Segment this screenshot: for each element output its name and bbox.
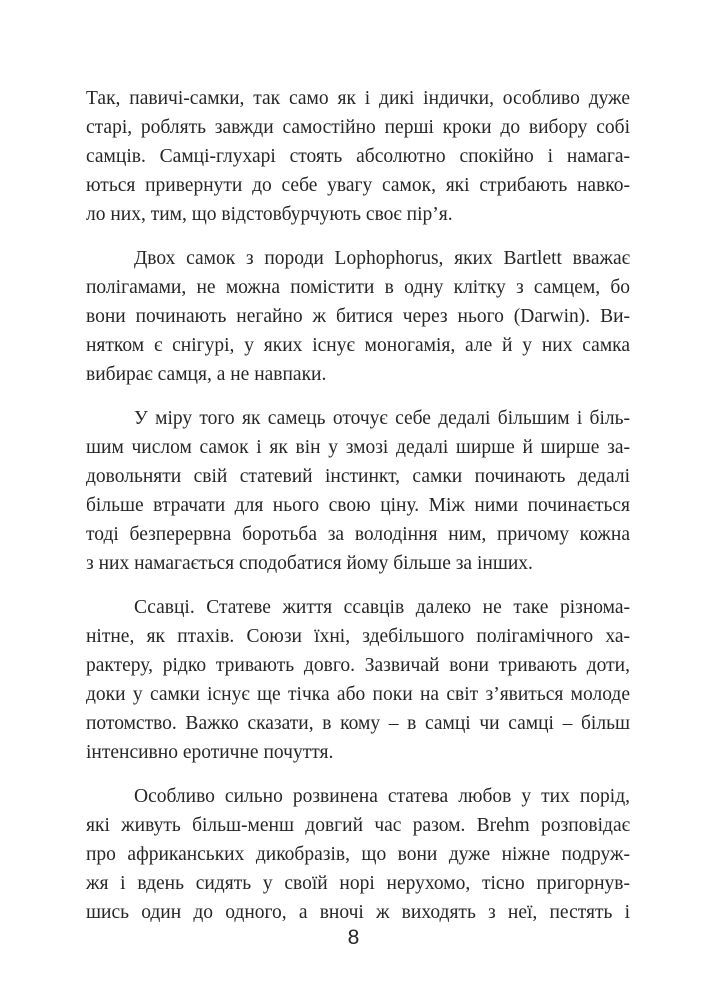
text-line: про африканських дикобразів, що вони дуже ніжне подруж- (86, 844, 630, 865)
text-line: доки у самки існує ще тічка або поки на світ з’явиться молоде (86, 684, 630, 705)
paragraph (86, 404, 630, 578)
text-line: вони починають негайно ж битися через нього (Darwin). Ви- (86, 306, 630, 327)
text-line: Двох самок з породи Lophophorus, яких Bartlett вважає (134, 248, 630, 269)
paragraph (86, 593, 630, 767)
text-line: полігамами, не можна помістити в одну клітку з самцем, бо (86, 277, 630, 298)
text-line: інтенсивно еротичне почуття. (86, 742, 334, 763)
text-line: тоді безперервна боротьба за володіння ним, причому кожна (86, 524, 630, 545)
text-line: потомство. Важко сказати, в кому – в самці чи самці – більш (86, 713, 630, 734)
page-number: 8 (347, 926, 360, 949)
text-line: самців. Самці-глухарі стоять абсолютно спокійно і намага- (86, 146, 630, 167)
paragraph (86, 84, 630, 229)
text-line: Ссавці. Статеве життя ссавців далеко не таке різнома- (134, 597, 630, 618)
text-line: ються привернути до себе увагу самок, які стрибають навко- (86, 175, 630, 196)
text-line: У міру того як самець оточує себе дедалі більшим і біль- (134, 408, 630, 429)
text-line: нітне, як птахів. Союзи їхні, здебільшого полігамічного ха- (86, 626, 630, 647)
text-line: ло них, тим, що відстовбурчують своє пір’я. (86, 204, 453, 225)
text-line: старі, роблять завжди самостійно перші кроки до вибору собі (86, 117, 630, 138)
text-line: Особливо сильно розвинена статева любов у тих порід, (134, 786, 630, 807)
paragraph (86, 782, 630, 927)
text-line: які живуть більш-менш довгий час разом. Brehm розповідає (86, 815, 630, 836)
text-line: шись один до одного, а вночі ж виходять з неї, пестять і (86, 902, 630, 923)
text-line: довольняти свій статевий інстинкт, самки починають дедалі (86, 466, 630, 487)
paragraph (86, 244, 630, 389)
text-line: Так, павичі-самки, так само як і дикі індички, особливо дуже (86, 88, 630, 109)
text-line: шим числом самок і як він у змозі дедалі ширше й ширше за- (86, 437, 630, 458)
text-line: вибирає самця, а не навпаки. (86, 364, 327, 385)
text-line: з них намагається сподобатися йому більше за інших. (86, 553, 533, 574)
page-body (86, 84, 630, 942)
text-line: більше втрачати для нього свою ціну. Між ними починається (86, 495, 630, 516)
text-line: нятком є снігурі, у яких існує моногамія, але й у них самка (86, 335, 630, 356)
text-line: рактеру, рідко тривають довго. Зазвичай вони тривають доти, (86, 655, 630, 676)
text-line: жя і вдень сидять у своїй норі нерухомо, тісно пригорнув- (86, 873, 630, 894)
